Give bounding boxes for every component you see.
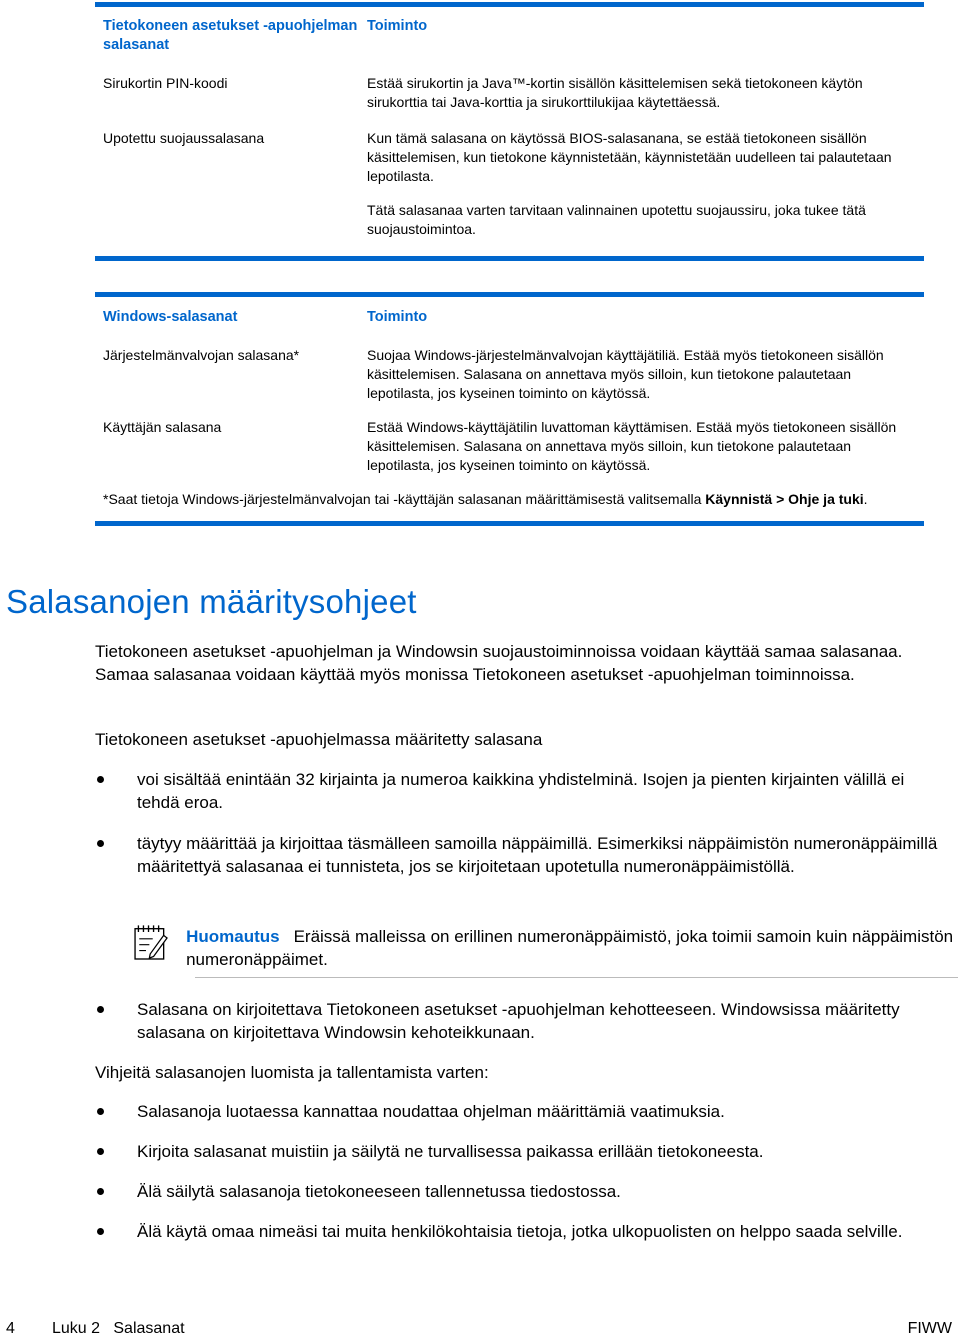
bullet-dot (97, 1188, 104, 1195)
windows-password-table (95, 292, 924, 526)
list-item: Älä säilytä salasanoja tietokoneeseen tallennetussa tiedostossa. (95, 1180, 945, 1203)
table-bottom-rule (95, 256, 924, 261)
bullet-dot (97, 1148, 104, 1155)
row-desc: Estää sirukortin ja Java™-kortin sisällön käsittelemisen sekä tietokoneen käytön sirukorttia tai Java-korttia ja sirukorttilukijaa käytettäessä. (367, 75, 863, 110)
doc-code: FIWW (907, 1320, 952, 1337)
note-content (186, 918, 955, 976)
bullet-dot (97, 776, 104, 783)
list-item: Salasanoja luotaessa kannattaa noudattaa ohjelman määrittämiä vaatimuksia. (95, 1100, 945, 1123)
intro-paragraph: Tietokoneen asetukset -apuohjelman ja Windowsin suojaustoiminnoissa voidaan käyttää samaa salasanaa. Samaa salasanaa voidaan käyttää myös monissa Tietokoneen asetukset -apuohjelman toiminnoissa. (95, 642, 903, 684)
list-item: Kirjoita salasanat muistiin ja säilytä ne turvallisessa paikassa erillään tietokoneesta. (95, 1140, 945, 1163)
table-bottom-rule (95, 521, 924, 526)
header-col2: Toiminto (367, 309, 428, 325)
tips-lead: Vihjeitä salasanojen luomista ja tallentamista varten: (95, 1063, 489, 1082)
page-number: 4 (6, 1320, 15, 1337)
list-item: Salasana on kirjoitettava Tietokoneen asetukset -apuohjelman kehotteeseen. Windowsissa määritetty salasana on kirjoitettava Windowsin kehoteikkunaan. (95, 998, 945, 1044)
list-item: täytyy määrittää ja kirjoittaa täsmälleen samoilla näppäimillä. Esimerkiksi näppäimistön numeronäppäimillä määritettyä salasanaa ei tunnisteta, jos se kirjoitetaan upotetulla numeronäppäimistöllä. (95, 832, 945, 878)
note-pad-icon (130, 918, 172, 968)
row-name: Käyttäjän salasana (103, 419, 222, 435)
bullet-list-2 (95, 1100, 945, 1243)
note-box (130, 918, 955, 976)
lead-paragraph: Tietokoneen asetukset -apuohjelmassa määritetty salasana (95, 730, 543, 749)
row-desc: Suojaa Windows-järjestelmänvalvojan käyttäjätiliä. Estää myös tietokoneen sisällön käsittelemisen. Salasana on annettava myös silloin, kun tietokone palautetaan lepotilasta, jos kyseinen toiminto on käytössä. (367, 347, 884, 401)
bullet-list-note (95, 998, 945, 1044)
table-header-row (95, 308, 924, 327)
table-header-row (95, 17, 924, 55)
row-desc: Estää Windows-käyttäjätilin luvattoman käyttämisen. Estää myös tietokoneen sisällön käsittelemisen. Salasana on annettava myös silloin, kun tietokone palautetaan lepotilasta, jos kyseinen toiminto on käytössä. (367, 419, 897, 473)
row-desc: Tätä salasanaa varten tarvitaan valinnainen upotettu suojaussiru, joka tukee tätä suojaustoimintoa. (367, 202, 866, 237)
table-top-rule (95, 292, 924, 297)
table-row (95, 346, 924, 418)
bullet-dot (97, 1006, 104, 1013)
bullet-dot (97, 1108, 104, 1115)
row-desc: Kun tämä salasana on käytössä BIOS-salasanana, se estää tietokoneen sisällön käsittelemisen, kun tietokone käynnistetään, käynnistetään uudelleen tai palautetaan lepotilasta. (367, 130, 892, 184)
header-col1: Windows-salasanat (103, 309, 238, 325)
header-col2: Toiminto (367, 18, 428, 34)
bullet-dot (97, 840, 104, 847)
note-label: Huomautus (186, 927, 280, 946)
row-name: Upotettu suojaussalasana (103, 130, 265, 146)
note-body: Eräissä malleissa on erillinen numeronäppäimistö, joka toimii samoin kuin näppäimistön numeronäppäimet. (186, 927, 954, 969)
table-row (95, 418, 924, 490)
bullet-list-1 (95, 768, 945, 878)
list-item: voi sisältää enintään 32 kirjainta ja numeroa kaikkina yhdistelminä. Isojen ja pienten kirjainten välillä ei tehdä eroa. (95, 768, 945, 814)
table-row (95, 74, 924, 127)
row-name: Järjestelmänvalvojan salasana* (103, 347, 300, 363)
chapter-label: Luku 2 Salasanat (52, 1320, 185, 1337)
bullet-dot (97, 1228, 104, 1235)
table-footnote: *Saat tietoja Windows-järjestelmänvalvojan tai -käyttäjän salasanan määrittämisestä valitsemalla Käynnistä > Ohje ja tuki. (103, 491, 868, 507)
table-top-rule (95, 2, 924, 7)
row-name: Sirukortin PIN-koodi (103, 75, 228, 91)
note-divider (195, 977, 958, 978)
bios-password-table (95, 2, 924, 261)
section-title: Salasanojen määritysohjeet (6, 583, 417, 620)
list-item: Älä käytä omaa nimeäsi tai muita henkilökohtaisia tietoja, jotka ulkopuolisten on helppo saada selville. (95, 1220, 945, 1243)
header-col1: Tietokoneen asetukset -apuohjelman salasanat (103, 18, 358, 53)
table-row (95, 129, 924, 254)
